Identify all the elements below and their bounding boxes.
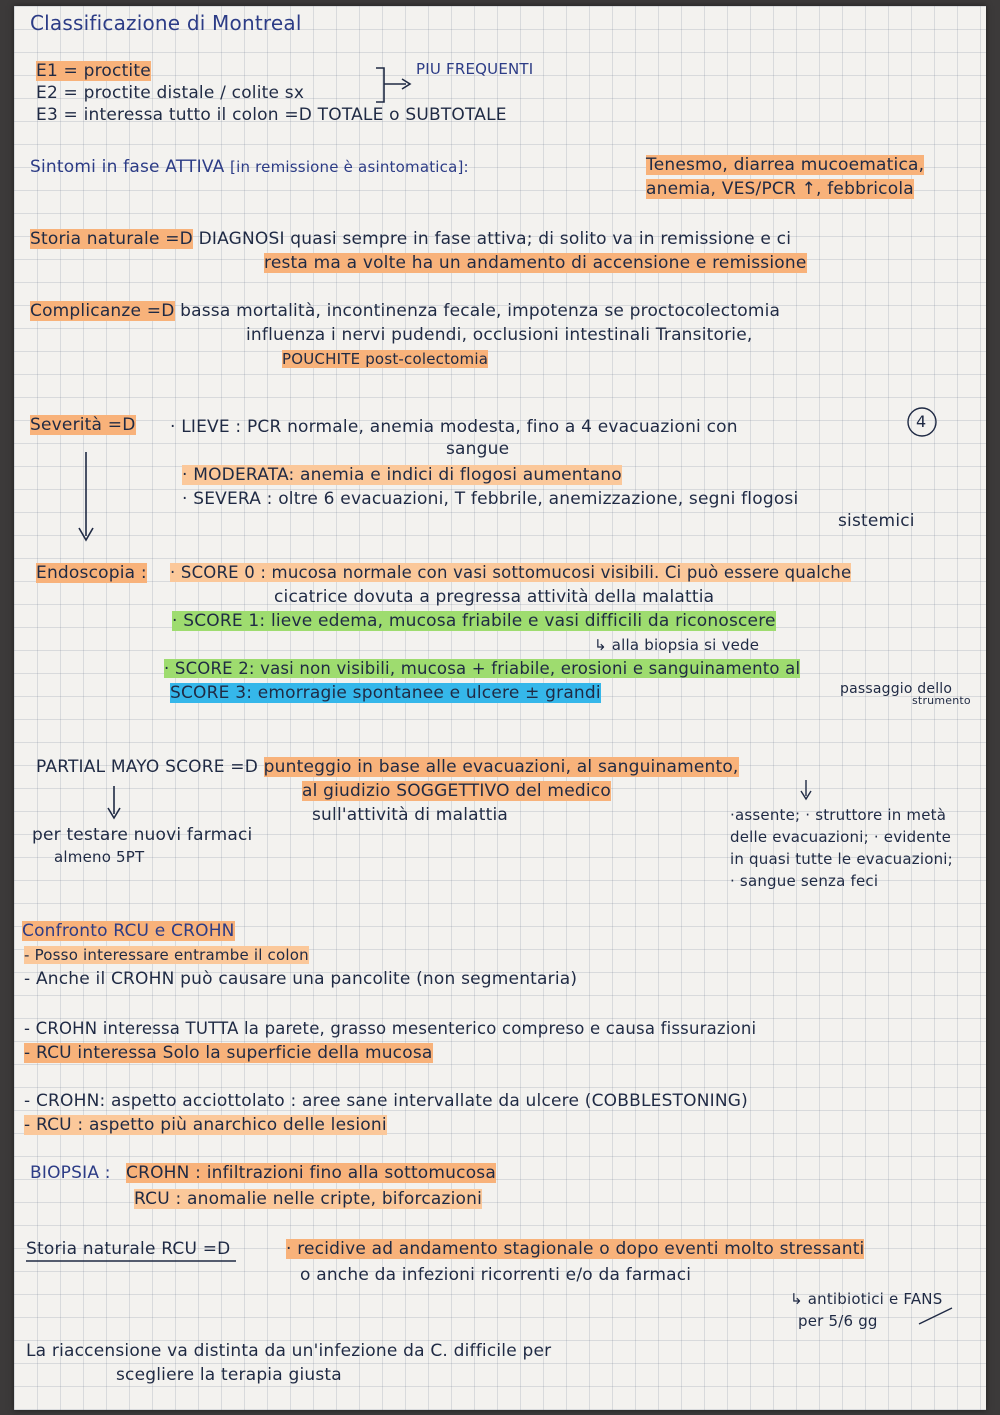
severita-moderata bbox=[182, 464, 622, 486]
endoscopia-score3 bbox=[170, 682, 601, 704]
score3-text: SCORE 3: emorragie spontanee e ulcere ± grandi bbox=[170, 683, 601, 703]
confronto-label bbox=[22, 920, 235, 942]
complicanze-line-2: influenza i nervi pudendi, occlusioni intestinali Transitorie, bbox=[246, 325, 753, 345]
storia-line-1 bbox=[30, 228, 791, 250]
sintomi-note: [in remissione è asintomatica]: bbox=[230, 158, 469, 176]
mayo-side-2: delle evacuazioni; · evidente bbox=[730, 828, 952, 846]
severita-severa: · SEVERA : oltre 6 evacuazioni, T febbrile, anemizzazione, segni flogosi bbox=[182, 489, 799, 509]
endoscopia-score0-b: cicatrice dovuta a pregressa attività della malattia bbox=[274, 587, 715, 607]
footer-line-2: scegliere la terapia giusta bbox=[116, 1365, 342, 1385]
score2-text: · SCORE 2: vasi non visibili, mucosa + friabile, erosioni e sanguinamento al bbox=[164, 659, 801, 678]
severita-severa-2: sistemici bbox=[838, 511, 915, 531]
montreal-e2: E2 = proctite distale / colite sx bbox=[36, 83, 305, 103]
sintomi-text-2 bbox=[646, 178, 914, 200]
sintomi-text-1 bbox=[646, 154, 924, 176]
storia-rcu-note-2: per 5/6 gg bbox=[798, 1312, 878, 1330]
sintomi-text2: anemia, VES/PCR ↑, febbricola bbox=[646, 179, 914, 199]
mayo-text1: punteggio in base alle evacuazioni, al sanguinamento, bbox=[263, 757, 739, 777]
storia-line-2 bbox=[264, 252, 807, 274]
footer-line-1: La riaccensione va distinta da un'infezione da C. difficile per bbox=[26, 1341, 552, 1361]
mayo-side-1: ·assente; · struttore in metà bbox=[730, 806, 947, 824]
fans-arrow bbox=[919, 1308, 952, 1324]
endoscopia-label bbox=[36, 562, 147, 584]
mayo-side-4: · sangue senza feci bbox=[730, 872, 879, 890]
complicanze-line-1 bbox=[30, 300, 780, 322]
storia-rcu-text-2: o anche da infezioni ricorrenti e/o da farmaci bbox=[300, 1265, 692, 1285]
montreal-e3: E3 = interessa tutto il colon =D TOTALE o SUBTOTALE bbox=[36, 105, 507, 125]
montreal-e1 bbox=[36, 60, 151, 82]
storia-rcu-label: Storia naturale RCU =D bbox=[26, 1239, 231, 1259]
moderata-text: · MODERATA: anemia e indici di flogosi aumentano bbox=[182, 465, 622, 485]
severita-label bbox=[30, 414, 136, 436]
confronto-l1 bbox=[24, 944, 309, 966]
mayo-line-3: sull'attività di malattia bbox=[312, 805, 509, 825]
endoscopia-score1 bbox=[172, 610, 776, 632]
endoscopia-score2-c: strumento bbox=[912, 694, 971, 707]
confronto-l4 bbox=[24, 1042, 433, 1064]
e1-text: E1 = proctite bbox=[36, 61, 151, 81]
page-title: Classificazione di Montreal bbox=[30, 11, 302, 35]
storia-rcu-text1: · recidive ad andamento stagionale o dopo eventi molto stressanti bbox=[286, 1239, 865, 1259]
endoscopia-score2 bbox=[164, 658, 800, 680]
confronto-l5: - CROHN: aspetto acciottolato : aree sane intervallate da ulcere (COBBLESTONING) bbox=[24, 1091, 748, 1111]
score0-text: · SCORE 0 : mucosa normale con vasi sottomucosi visibili. Ci può essere qualche bbox=[170, 563, 852, 582]
complicanze-text3: POUCHITE post-colectomia bbox=[282, 350, 489, 368]
storia-text2: resta ma a volte ha un andamento di accensione e remissione bbox=[264, 253, 807, 273]
mayo-label: PARTIAL MAYO SCORE =D bbox=[36, 757, 259, 777]
endoscopia-score2-b: passaggio dello bbox=[840, 681, 953, 697]
confronto-l6-text: - RCU : aspetto più anarchico delle lesioni bbox=[24, 1115, 387, 1135]
endoscopia-score1-b: ↳ alla biopsia si vede bbox=[594, 636, 760, 654]
confronto-l3: - CROHN interessa TUTTA la parete, grasso mesenterico compreso e causa fissurazioni bbox=[24, 1019, 757, 1038]
confronto-l2: - Anche il CROHN può causare una pancolite (non segmentaria) bbox=[24, 969, 578, 989]
confronto-label-text: Confronto RCU e CROHN bbox=[22, 921, 235, 941]
sintomi-line bbox=[30, 156, 469, 178]
complicanze-label: Complicanze =D bbox=[30, 301, 175, 321]
storia-rcu-note-1: ↳ antibiotici e FANS bbox=[790, 1290, 943, 1308]
notebook-page bbox=[14, 6, 986, 1410]
complicanze-text1: bassa mortalità, incontinenza fecale, impotenza se proctocolectomia bbox=[180, 301, 781, 321]
page-number: 4 bbox=[916, 412, 927, 431]
score1-text: · SCORE 1: lieve edema, mucosa friabile e vasi difficili da riconoscere bbox=[172, 611, 776, 631]
endoscopia-label-text: Endoscopia : bbox=[36, 563, 147, 583]
mayo-note-1: per testare nuovi farmaci bbox=[32, 825, 253, 845]
sintomi-label: Sintomi in fase ATTIVA bbox=[30, 157, 225, 177]
confronto-l6 bbox=[24, 1114, 387, 1136]
confronto-l4-text: - RCU interessa Solo la superficie della mucosa bbox=[24, 1043, 433, 1063]
mayo-line-1 bbox=[36, 756, 739, 778]
biopsia-crohn-text: CROHN : infiltrazioni fino alla sottomucosa bbox=[126, 1163, 496, 1183]
severita-lieve: · LIEVE : PCR normale, anemia modesta, fino a 4 evacuazioni con bbox=[170, 417, 738, 437]
storia-rcu-text-1 bbox=[286, 1238, 864, 1260]
mayo-note-2: almeno 5PT bbox=[54, 848, 145, 866]
severita-lieve-2: sangue bbox=[446, 439, 510, 459]
storia-label: Storia naturale =D bbox=[30, 229, 193, 249]
confronto-l1-text: - Posso interessare entrambe il colon bbox=[24, 946, 309, 964]
storia-text1: DIAGNOSI quasi sempre in fase attiva; di solito va in remissione e ci bbox=[198, 229, 792, 249]
biopsia-rcu bbox=[134, 1188, 482, 1210]
biopsia-label: BIOPSIA : bbox=[30, 1163, 111, 1183]
mayo-side-3: in quasi tutte le evacuazioni; bbox=[730, 850, 953, 868]
frequent-label: PIU FREQUENTI bbox=[416, 60, 534, 78]
sintomi-text1: Tenesmo, diarrea mucoematica, bbox=[646, 155, 925, 175]
complicanze-line-3 bbox=[282, 348, 488, 370]
biopsia-crohn bbox=[126, 1162, 496, 1184]
mayo-line-2 bbox=[302, 780, 611, 802]
bracket-mark bbox=[376, 68, 406, 102]
biopsia-rcu-text: RCU : anomalie nelle cripte, biforcazioni bbox=[134, 1189, 483, 1209]
endoscopia-score0 bbox=[170, 562, 851, 584]
severita-label-text: Severità =D bbox=[30, 415, 136, 435]
mayo-text2: al giudizio SOGGETTIVO del medico bbox=[302, 781, 611, 801]
